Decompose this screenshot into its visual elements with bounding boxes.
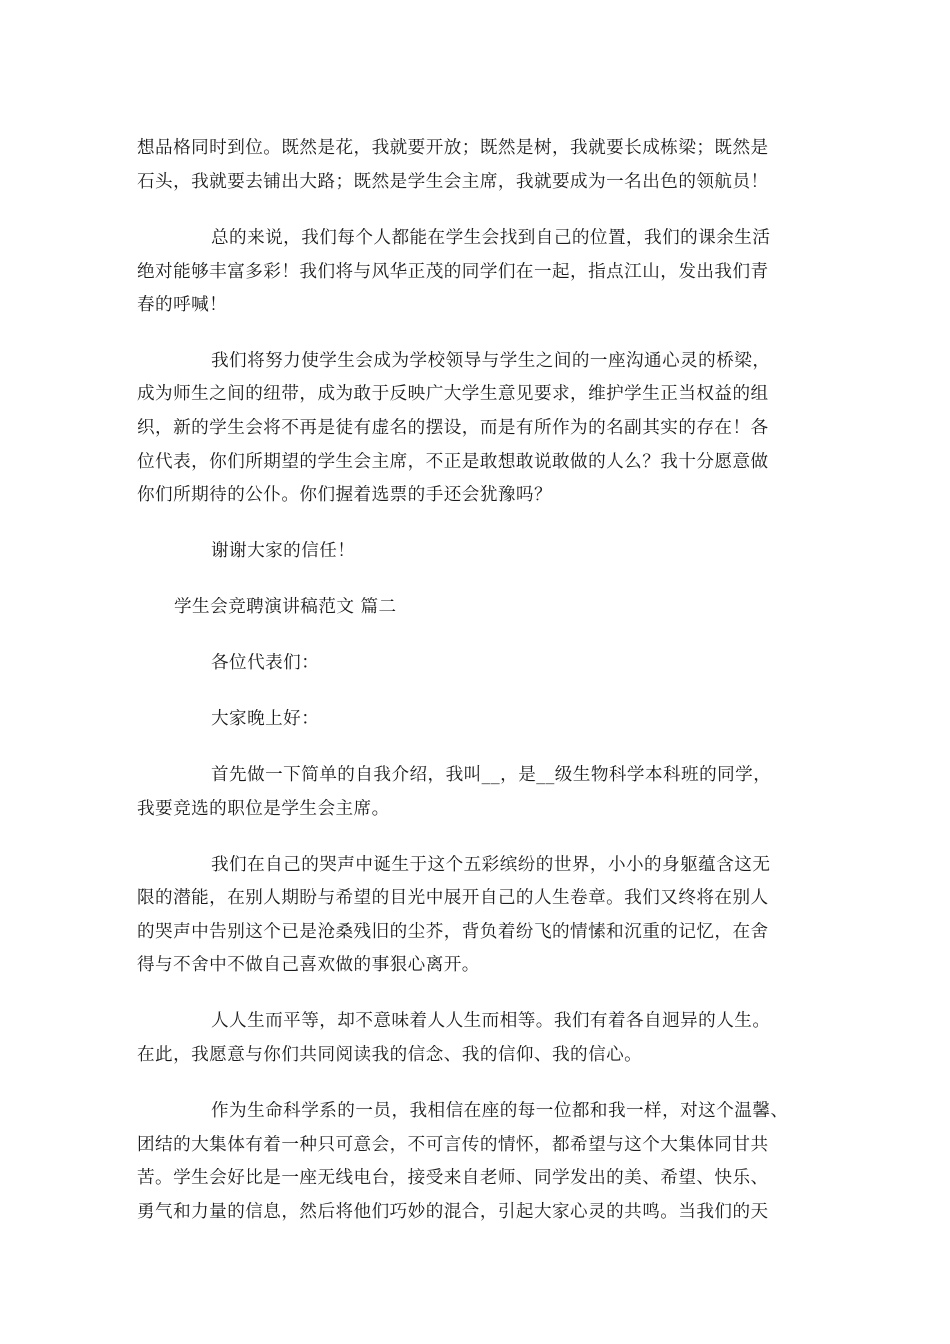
salutation: 各位代表们： [211, 653, 320, 673]
paragraph-line: 成为师生之间的纽带，成为敢于反映广大学生意见要求，维护学生正当权益的组 [137, 384, 769, 404]
paragraph-line: 总的来说，我们每个人都能在学生会找到自己的位置，我们的课余生活 [211, 228, 771, 248]
paragraph-line: 得与不舍中不做自己喜欢做的事狠心离开。 [137, 955, 480, 975]
paragraph-line: 在此，我愿意与你们共同阅读我的信念、我的信仰、我的信心。 [137, 1045, 643, 1065]
paragraph-line: 绝对能够丰富多彩！我们将与风华正茂的同学们在一起，指点江山，发出我们青 [137, 262, 769, 282]
paragraph-line: 春的呼喊！ [137, 295, 228, 315]
paragraph-line: 我们在自己的哭声中诞生于这个五彩缤纷的世界，小小的身躯蕴含这无 [211, 855, 771, 875]
paragraph-line: 的哭声中告别这个已是沧桑残旧的尘芥，背负着纷飞的情愫和沉重的记忆，在舍 [137, 922, 769, 942]
paragraph-line: 谢谢大家的信任！ [211, 541, 356, 561]
paragraph-line: 首先做一下简单的自我介绍，我叫__，是__级生物科学本科班的同学， [211, 765, 772, 785]
section-heading: 学生会竞聘演讲稿范文 篇二 [174, 597, 397, 617]
paragraph-line: 织，新的学生会将不再是徒有虚名的摆设，而是有所作为的名副其实的存在！各 [137, 418, 769, 438]
paragraph-line: 你们所期待的公仆。你们握着选票的手还会犹豫吗？ [137, 485, 553, 505]
paragraph-line: 我们将努力使学生会成为学校领导与学生之间的一座沟通心灵的桥梁， [211, 351, 771, 371]
paragraph-line: 我要竞选的职位是学生会主席。 [137, 799, 390, 819]
paragraph-line: 想品格同时到位。既然是花，我就要开放；既然是树，我就要长成栋梁；既然是 [137, 138, 769, 158]
paragraph-line: 团结的大集体有着一种只可意会，不可言传的情怀，都希望与这个大集体同甘共 [137, 1135, 769, 1155]
paragraph-line: 位代表，你们所期望的学生会主席，不正是敢想敢说敢做的人么？我十分愿意做 [137, 452, 769, 472]
paragraph-line: 苦。学生会好比是一座无线电台，接受来自老师、同学发出的美、希望、快乐、 [137, 1168, 769, 1188]
paragraph-line: 勇气和力量的信息，然后将他们巧妙的混合，引起大家心灵的共鸣。当我们的天 [137, 1202, 769, 1222]
paragraph-line: 限的潜能，在别人期盼与希望的目光中展开自己的人生卷章。我们又终将在别人 [137, 888, 769, 908]
paragraph-line: 人人生而平等，却不意味着人人生而相等。我们有着各自迥异的人生。 [211, 1011, 771, 1031]
greeting: 大家晚上好： [211, 709, 320, 729]
paragraph-line: 作为生命科学系的一员，我相信在座的每一位都和我一样，对这个温馨、 [211, 1101, 789, 1121]
paragraph-line: 石头，我就要去铺出大路；既然是学生会主席，我就要成为一名出色的领航员！ [137, 172, 769, 192]
